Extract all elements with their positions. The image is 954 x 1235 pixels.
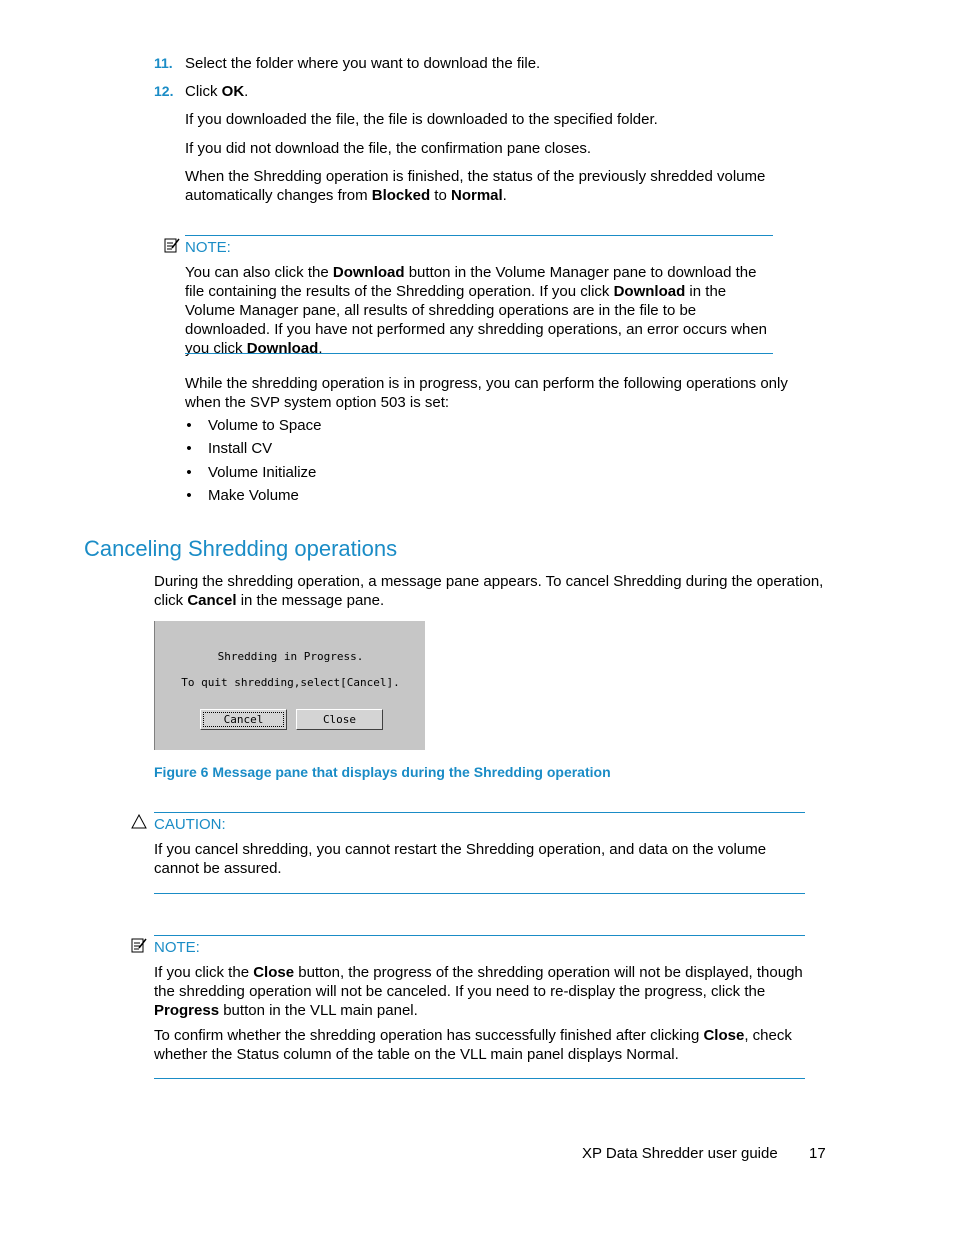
section-title: Canceling Shredding operations <box>84 536 398 561</box>
note-text: To confirm whether the shredding operation has successfully finished after clicking Close, check whether the Status column of the table on the VLL main panel displays Normal. <box>154 1027 792 1063</box>
progress-intro: While the shredding operation is in progress, you can perform the following operations only when the SVP system option 503 is set: <box>185 375 788 411</box>
note-text: You can also click the Download button in the Volume Manager pane to download the file containing the results of the Shredding operation. If you click Download in the Volume Manager pane, all results of shredding operations are in the file to be downloaded. If you have not performed any shredding operations, an error occurs when you click Download. <box>185 264 768 357</box>
cancel-button[interactable] <box>200 709 287 730</box>
note-bottom-rule <box>185 353 773 354</box>
bullet-dot: • <box>186 464 192 481</box>
dialog-instruction: To quit shredding,select[Cancel]. <box>181 676 400 689</box>
close-button[interactable]: Close <box>296 709 383 730</box>
caution-bottom-rule <box>154 893 805 894</box>
list-item: Volume Initialize <box>208 464 317 481</box>
step-text: Select the folder where you want to download the file. <box>185 55 541 72</box>
section-intro: During the shredding operation, a message pane appears. To cancel Shredding during the operation, click Cancel in the message pane. <box>154 573 824 609</box>
result-paragraph: If you did not download the file, the confirmation pane closes. <box>185 140 592 157</box>
caution-label: CAUTION: <box>154 816 226 833</box>
bullet-dot: • <box>186 487 192 504</box>
list-item: Make Volume <box>208 487 299 504</box>
dialog-message: Shredding in Progress. <box>217 650 364 663</box>
shredding-progress-dialog <box>154 621 425 750</box>
caution-icon <box>131 814 147 830</box>
step-number: 11. <box>154 55 173 71</box>
list-item: Volume to Space <box>208 417 322 434</box>
caution-top-rule <box>154 812 805 813</box>
bullet-dot: • <box>186 440 192 457</box>
note-text: If you click the Close button, the progress of the shredding operation will not be displayed, though the shredding operation will not be canceled. If you need to re-display the progress, click the Progress button in the VLL main panel. <box>154 964 803 1019</box>
footer-guide-title: XP Data Shredder user guide <box>582 1145 778 1162</box>
cancel-button-label: Cancel <box>201 710 286 729</box>
step-number: 12. <box>154 83 174 99</box>
note-top-rule <box>154 935 805 936</box>
result-paragraph: If you downloaded the file, the file is downloaded to the specified folder. <box>185 111 658 128</box>
step-text: Click OK. <box>185 83 249 100</box>
status-paragraph: When the Shredding operation is finished, the status of the previously shredded volume automatically changes from Blocked to Normal. <box>185 168 766 204</box>
note-icon <box>164 237 180 253</box>
figure-caption: Figure 6 Message pane that displays during the Shredding operation <box>154 764 611 780</box>
list-item: Install CV <box>208 440 273 457</box>
note-label: NOTE: <box>154 939 200 956</box>
note-icon <box>131 937 147 953</box>
bullet-dot: • <box>186 417 192 434</box>
note-label: NOTE: <box>185 239 231 256</box>
caution-text: If you cancel shredding, you cannot restart the Shredding operation, and data on the volume cannot be assured. <box>154 841 767 877</box>
note-bottom-rule <box>154 1078 805 1079</box>
page-number: 17 <box>809 1145 826 1162</box>
note-top-rule <box>185 235 773 236</box>
